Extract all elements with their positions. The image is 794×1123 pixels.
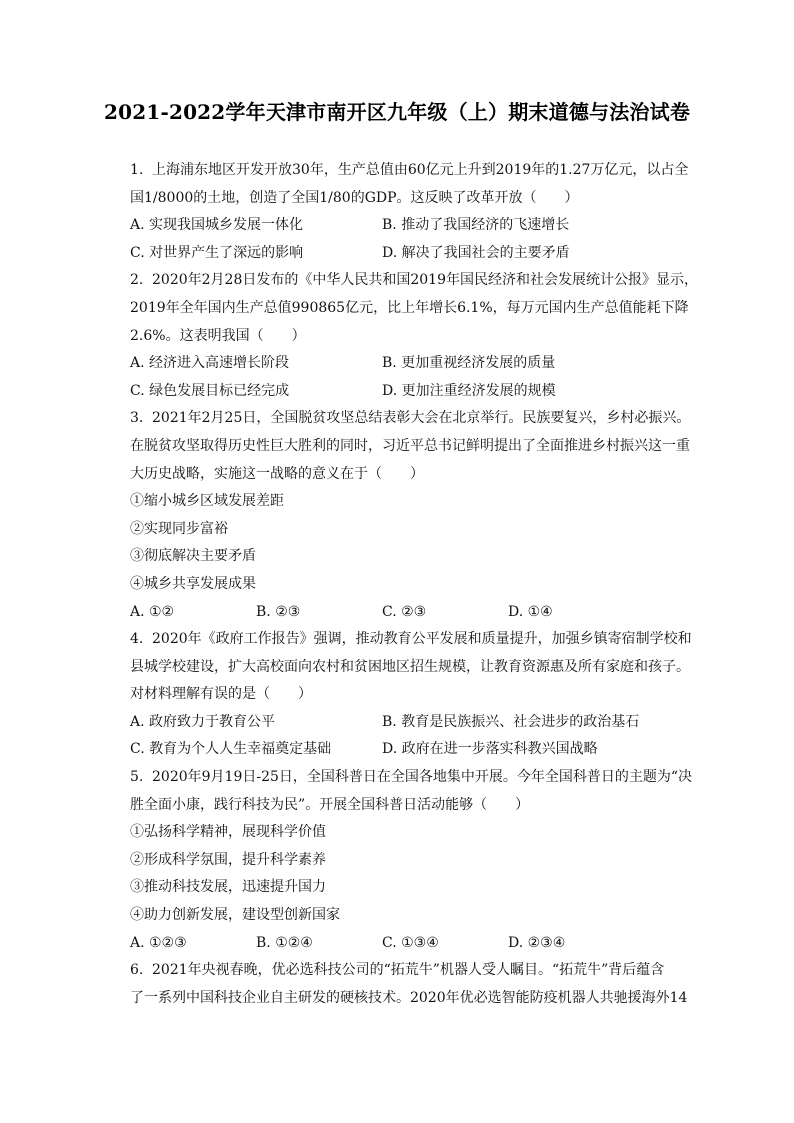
stem-line: 3. 2021年2月25日，全国脱贫攻坚总结表彰大会在北京举行。民族要复兴，乡村必振兴。 <box>130 405 690 433</box>
option-a: A. 政府致力于教育公平 <box>130 713 276 730</box>
exam-title: 2021-2022学年天津市南开区九年级（上）期末道德与法治试卷 <box>103 100 691 124</box>
answer-options <box>130 709 690 764</box>
answer-options <box>130 930 690 958</box>
option-c: C. ②③ <box>382 603 427 620</box>
question-number: 6. <box>130 962 144 979</box>
question-number: 5. <box>130 769 144 786</box>
stem-line: 2.6%。这表明我国（ ） <box>130 327 306 344</box>
questions-list <box>130 157 698 1012</box>
statement-list <box>130 819 690 929</box>
option-d: D. ②③④ <box>508 934 566 951</box>
answer-options <box>130 350 690 405</box>
question-stem <box>130 626 690 709</box>
stem-line: 大历史战略，实施这一战略的意义在于（ ） <box>130 465 424 482</box>
stem-line: 5. 2020年9月19日-25日，全国科普日在全国各地集中开展。今年全国科普日的主题为“决 <box>130 764 690 792</box>
option-a: A. 实现我国城乡发展一体化 <box>130 217 304 234</box>
option-b: B. ①②④ <box>256 934 313 951</box>
statement: ②实现同步富裕 <box>130 520 228 537</box>
stem-line: 胜全面小康，践行科技为民”。开展全国科普日活动能够（ ） <box>130 796 530 813</box>
option-c: C. 绿色发展目标已经完成 <box>130 382 290 399</box>
answer-options <box>130 599 690 627</box>
option-c: C. ①③④ <box>382 934 439 951</box>
stem-line: 2. 2020年2月28日发布的《中华人民共和国2019年国民经济和社会发展统计公报》显示， <box>130 267 690 295</box>
question-3 <box>130 405 690 626</box>
option-d: D. 解决了我国社会的主要矛盾 <box>382 244 570 261</box>
option-d: D. 更加注重经济发展的规模 <box>382 382 556 399</box>
question-number: 2. <box>130 272 144 289</box>
question-stem <box>130 405 690 488</box>
option-b: B. ②③ <box>256 603 301 620</box>
option-b: B. 教育是民族振兴、社会进步的政治基石 <box>382 713 640 730</box>
answer-options <box>130 212 690 267</box>
stem-line: 4. 2020年《政府工作报告》强调，推动教育公平发展和质量提升，加强乡镇寄宿制学校和 <box>130 626 690 654</box>
option-a: A. ①②③ <box>130 934 187 951</box>
question-stem <box>130 957 690 1012</box>
stem-line: 国1/8000的土地，创造了全国1/80的GDP。这反映了改革开放（ ） <box>130 189 579 206</box>
question-1 <box>130 157 690 267</box>
statement: ③彻底解决主要矛盾 <box>130 548 256 565</box>
statement: ①弘扬科学精神，展现科学价值 <box>130 824 326 841</box>
stem-line: 在脱贫攻坚取得历史性巨大胜利的同时，习近平总书记鲜明提出了全面推进乡村振兴这一重 <box>130 437 690 454</box>
question-stem <box>130 157 690 212</box>
option-c: C. 对世界产生了深远的影响 <box>130 244 304 261</box>
option-b: B. 更加重视经济发展的质量 <box>382 355 556 372</box>
question-6 <box>130 957 690 1012</box>
question-stem <box>130 764 693 819</box>
statement: ②形成科学氛围，提升科学素养 <box>130 851 326 868</box>
stem-line: 6. 2021年央视春晚，优必选科技公司的“拓荒牛”机器人受人瞩目。“拓荒牛”背后蕴含 <box>130 957 690 985</box>
statement: ④助力创新发展，建设型创新国家 <box>130 907 340 924</box>
stem-line: 1. 上海浦东地区开发开放30年，生产总值由60亿元上升到2019年的1.27万亿元，以占全 <box>130 157 690 185</box>
question-number: 1. <box>130 162 144 178</box>
option-a: A. ①② <box>130 603 175 620</box>
question-5 <box>130 764 693 957</box>
statement: ③推动科技发展，迅速提升国力 <box>130 879 326 896</box>
stem-line: 对材料理解有误的是（ ） <box>130 686 312 703</box>
statement: ①缩小城乡区域发展差距 <box>130 493 284 510</box>
statement-list <box>130 488 690 598</box>
option-d: D. ①④ <box>508 603 553 620</box>
option-c: C. 教育为个人人生幸福奠定基础 <box>130 741 332 758</box>
question-stem <box>130 267 698 350</box>
statement: ④城乡共享发展成果 <box>130 575 256 592</box>
option-b: B. 推动了我国经济的飞速增长 <box>382 217 570 234</box>
question-number: 3. <box>130 410 144 427</box>
question-number: 4. <box>130 631 144 648</box>
stem-line: 县城学校建设，扩大高校面向农村和贫困地区招生规模，让教育资源惠及所有家庭和孩子。 <box>130 658 690 675</box>
question-4 <box>130 626 690 764</box>
stem-line: 了一系列中国科技企业自主研发的硬核技术。2020年优必选智能防疫机器人共驰援海外14 <box>130 989 688 1006</box>
stem-line: 2019年全年国内生产总值990865亿元，比上年增长6.1%，每万元国内生产总值能耗下降 <box>130 299 689 316</box>
option-d: D. 政府在进一步落实科教兴国战略 <box>382 741 598 758</box>
option-a: A. 经济进入高速增长阶段 <box>130 355 290 372</box>
question-2 <box>130 267 698 405</box>
